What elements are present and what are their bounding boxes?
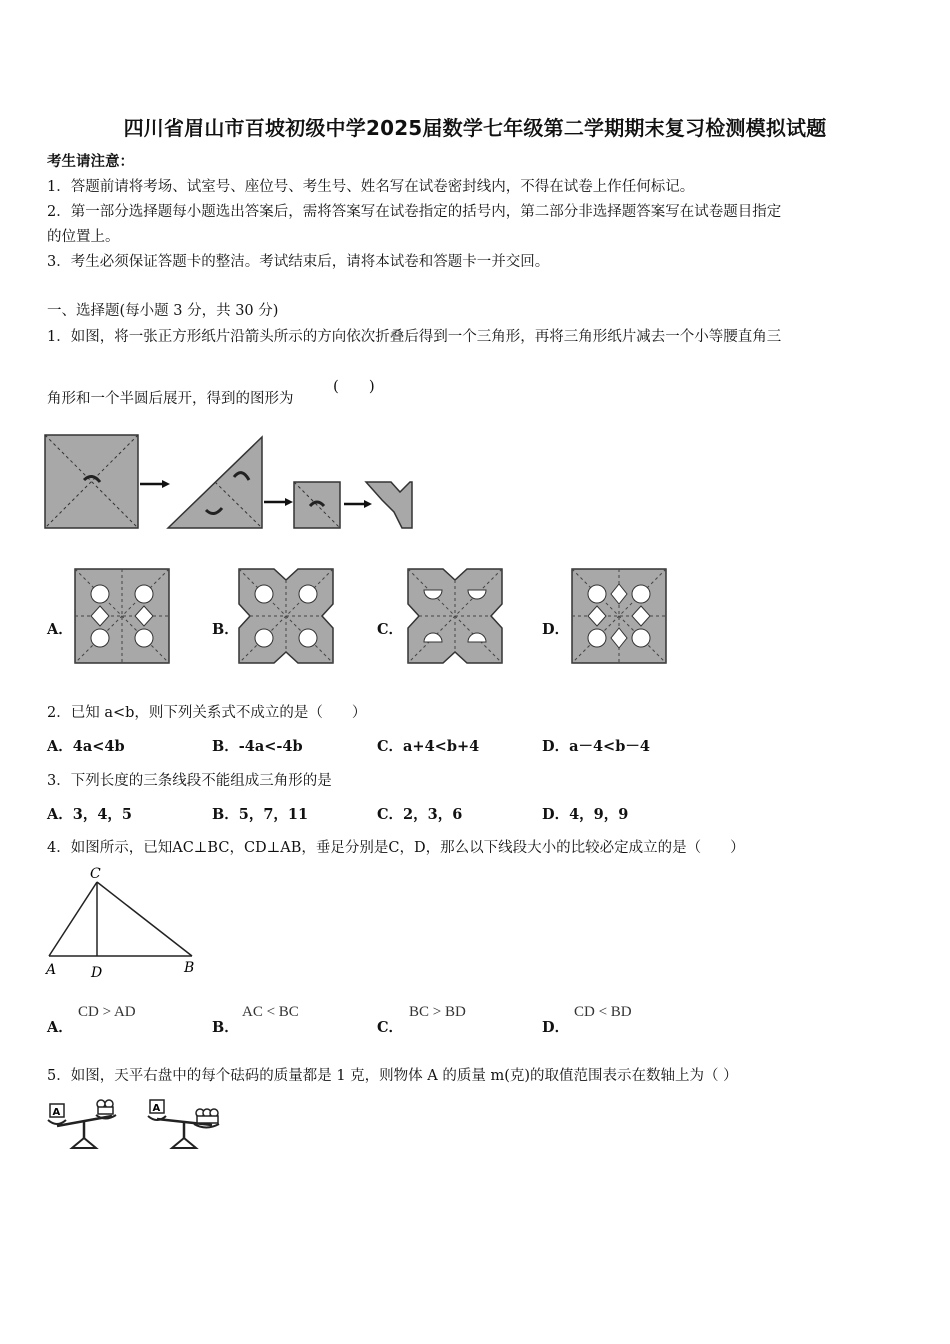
balance-scale-1-figure [46,1098,126,1154]
q1-option-b-figure[interactable] [238,568,334,664]
q1-option-d-label[interactable]: D． [542,621,570,638]
q1-option-b-label[interactable]: B． [212,621,239,638]
q4-option-b-letter[interactable]: B． [212,1019,239,1036]
object-a-label: A [152,1103,161,1114]
right-triangle-figure [44,864,204,984]
q4-option-a-value[interactable]: CD > AD [78,1004,136,1020]
q3-option-b[interactable]: B．5，7，11 [212,806,309,823]
q2-option-b[interactable]: B．-4a<-4b [212,738,303,755]
q1-option-d-figure[interactable] [571,568,667,664]
q4-option-c-letter[interactable]: C． [377,1019,404,1036]
page-title: 四川省眉山市百坡初级中学2025届数学七年级第二学期期末复习检测模拟试题 [123,116,827,140]
q2-option-d[interactable]: D．a－4<b－4 [542,738,650,755]
vertex-b-label: B [184,960,195,976]
q4-option-d-letter[interactable]: D． [542,1019,570,1036]
q2-option-c[interactable]: C．a+4<b+4 [377,738,480,755]
object-a-label: A [52,1107,61,1118]
notice-item: 的位置上。 [47,229,120,245]
q4-option-a-letter[interactable]: A． [47,1019,73,1036]
vertex-c-label: C [90,866,101,882]
q2-option-a[interactable]: A．4a<4b [47,738,125,755]
balance-scale-2-figure [146,1098,226,1154]
vertex-d-label: D [91,965,103,981]
answer-paren: ( ) [333,377,375,395]
notice-heading: 考生请注意： [47,153,134,170]
q3-stem: 3．下列长度的三条线段不能组成三角形的是 [47,773,332,789]
q3-option-c[interactable]: C．2，3，6 [377,806,463,823]
q4-option-c-value[interactable]: BC > BD [409,1004,466,1020]
q4-stem: 4．如图所示，已知AC⊥BC，CD⊥AB，垂足分别是C，D，那么以下线段大小的比较必定成立的是（ ） [47,840,745,856]
q4-option-d-value[interactable]: CD < BD [574,1004,632,1020]
q4-option-b-value[interactable]: AC < BC [242,1004,299,1020]
q1-stem-line2: 角形和一个半圆后展开，得到的图形为 [47,391,294,407]
q1-option-c-figure[interactable] [407,568,503,664]
q5-stem: 5．如图，天平右盘中的每个砝码的质量都是 1 克，则物体 A 的质量 m(克)的取值范围表示在数轴上为（ ） [47,1068,738,1084]
folding-sequence-figure [44,432,424,532]
q2-stem: 2．已知 a<b，则下列关系式不成立的是（ ） [47,705,367,721]
q1-option-a-label[interactable]: A． [47,621,73,638]
q1-option-c-label[interactable]: C． [377,621,404,638]
notice-item: 2．第一部分选择题每小题选出答案后，需将答案写在试卷指定的括号内，第二部分非选择题答案写在试卷题目指定 [47,204,782,220]
notice-item: 3．考生必须保证答题卡的整洁。考试结束后，请将本试卷和答题卡一并交回。 [47,254,550,270]
notice-item: 1．答题前请将考场、试室号、座位号、考生号、姓名写在试卷密封线内，不得在试卷上作任何标记。 [47,179,695,195]
q1-option-a-figure[interactable] [74,568,170,664]
q3-option-d[interactable]: D．4，9，9 [542,806,629,823]
section-heading: 一、选择题(每小题 3 分，共 30 分) [47,303,279,319]
q1-stem-line1: 1．如图，将一张正方形纸片沿箭头所示的方向依次折叠后得到一个三角形，再将三角形纸片减去一个小等腰直角三 [47,329,782,345]
q3-option-a[interactable]: A．3，4，5 [47,806,133,823]
vertex-a-label: A [46,962,57,978]
